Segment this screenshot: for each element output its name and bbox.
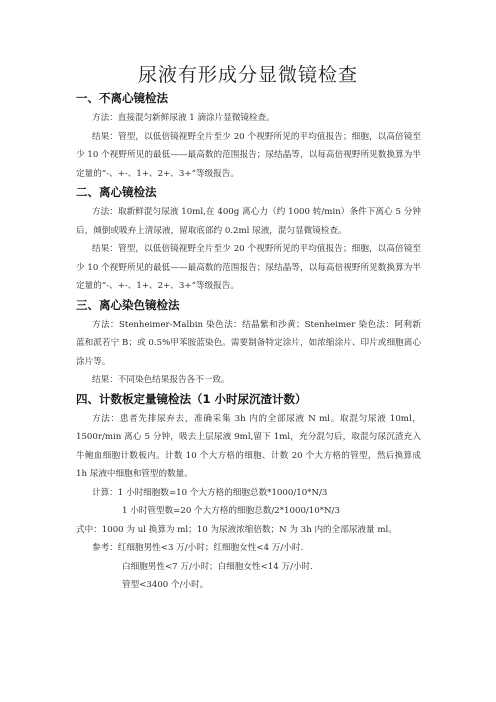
reference-line: 参考：红细胞男性<3 万/小时；红细胞女性<4 万/小时. xyxy=(92,543,304,553)
section-heading: 四、计数板定量镜检法（1 小时尿沉渣计数） xyxy=(76,391,307,406)
section-paragraph: 结果：不同染色结果报告各不一致。 xyxy=(92,375,230,385)
section-heading: 一、不离心镜检法 xyxy=(76,91,168,105)
formula-line: 计算：1 小时细胞数=10 个大方格的细胞总数*1000/10*N/3 xyxy=(92,487,328,498)
page-title: 尿液有形成分显微镜检查 xyxy=(137,64,358,86)
section-stain xyxy=(76,298,421,390)
formula-line: 1 小时管型数=20 个大方格的细胞总数/2*1000/10*N/3 xyxy=(122,506,340,516)
section-centrifuge xyxy=(76,185,421,296)
section-non-centrifuge xyxy=(76,91,421,183)
section-paragraph: 结果：管型，以低倍镜视野全片至少 20 个视野所见的平均值报告；细胞，以高倍镜至少 10 个视野所见的最低——最高数的范围报告；尿结晶等，以每高倍视野所见数换算为半定量的“-、+-、1+、2+、3+”等级报告。 xyxy=(76,131,421,179)
section-heading: 三、离心染色镜检法 xyxy=(76,297,180,312)
section-heading: 二、离心镜检法 xyxy=(76,185,157,199)
section-paragraph: 方法：Stenheimer-Malbin 染色法：结晶紫和沙黄；Stenheimer 染色法：阿利新蓝和派若宁 B；或 0.5%甲苯胺蓝染色。需要制备特定涂片，如浓缩涂片、印片或细胞离心涂片等。 xyxy=(76,319,421,367)
section-paragraph: 方法：直接混匀新鲜尿液 1 滴涂片显微镜检查。 xyxy=(92,113,275,123)
reference-line: 管型<3400 个/小时。 xyxy=(122,580,209,590)
document-body xyxy=(76,91,421,595)
reference-line: 白细胞男性<7 万/小时；白细胞女性<14 万/小时. xyxy=(122,561,313,572)
section-paragraph: 方法：取新鲜混匀尿液 10ml,在 400g 离心力（约 1000 转/min）条件下离心 5 分钟后，倾倒或吸弃上清尿液，留取底部约 0.2ml 尿液，混匀显微镜检查。 xyxy=(76,207,421,236)
section-paragraph: 结果：管型，以低倍镜视野全片至少 20 个视野所见的平均值报告；细胞，以高倍镜至少 10 个视野所见的最低——最高数的范围报告；尿结晶等，以每高倍视野所见数换算为半定量的“-、+-、1+、2+、3+”等级报告。 xyxy=(76,244,421,291)
section-counting-chamber xyxy=(76,392,421,595)
formula-note: 式中：1000 为 ul 换算为 ml；10 为尿液浓缩倍数；N 为 3h 内的全部尿液量 ml。 xyxy=(76,524,397,535)
section-paragraph: 方法：患者先排尿弃去，准确采集 3h 内的全部尿液 N ml。取混匀尿液 10ml，1500r/min 离心 5 分钟，吸去上层尿液 9ml,留下 1ml，充分混匀后，取混匀尿沉渣充入牛鲍血细胞计数板内。计数 10 个大方格的细胞、计数 20 个大方格的管型，然后换算成 1h 尿液中细胞和管型的数量。 xyxy=(76,413,421,479)
